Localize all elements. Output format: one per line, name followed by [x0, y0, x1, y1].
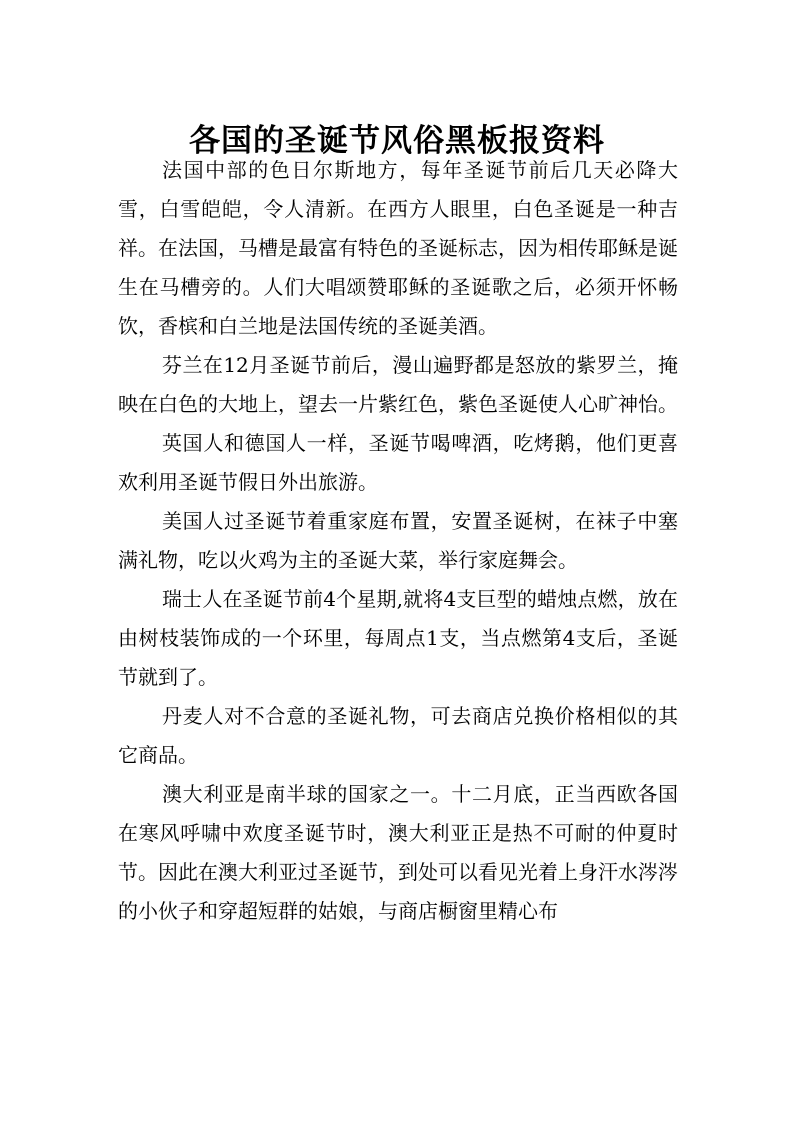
document-body: [118, 151, 678, 931]
paragraph-britain-germany: 英国人和德国人一样，圣诞节喝啤酒，吃烤鹅，他们更喜欢利用圣诞节假日外出旅游。: [118, 431, 678, 494]
paragraph-finland: 芬兰在12月圣诞节前后，漫山遍野都是怒放的紫罗兰，掩映在白色的大地上，望去一片紫红色，紫色圣诞使人心旷神怡。: [118, 353, 678, 416]
paragraph-switzerland: 瑞士人在圣诞节前4个星期,就将4支巨型的蜡烛点燃，放在由树枝装饰成的一个环里，每周点1支，当点燃第4支后，圣诞节就到了。: [118, 587, 678, 689]
paragraph-france: 法国中部的色日尔斯地方，每年圣诞节前后几天必降大雪，白雪皑皑，令人清新。在西方人眼里，白色圣诞是一种吉祥。在法国，马槽是最富有特色的圣诞标志，因为相传耶稣是诞生在马槽旁的。人们大唱颂赞耶稣的圣诞歌之后，必须开怀畅饮，香槟和白兰地是法国传统的圣诞美酒。: [118, 158, 678, 338]
document-title: 各国的圣诞节风俗黑板报资料: [189, 122, 605, 159]
paragraph-usa: 美国人过圣诞节着重家庭布置，安置圣诞树，在袜子中塞满礼物，吃以火鸡为主的圣诞大菜，举行家庭舞会。: [118, 509, 678, 572]
paragraph-australia: 澳大利亚是南半球的国家之一。十二月底，正当西欧各国在寒风呼啸中欢度圣诞节时，澳大利亚正是热不可耐的仲夏时节。因此在澳大利亚过圣诞节，到处可以看见光着上身汗水涔涔的小伙子和穿超短群的姑娘，与商店橱窗里精心布: [118, 782, 678, 923]
paragraph-denmark: 丹麦人对不合意的圣诞礼物，可去商店兑换价格相似的其它商品。: [118, 704, 678, 767]
